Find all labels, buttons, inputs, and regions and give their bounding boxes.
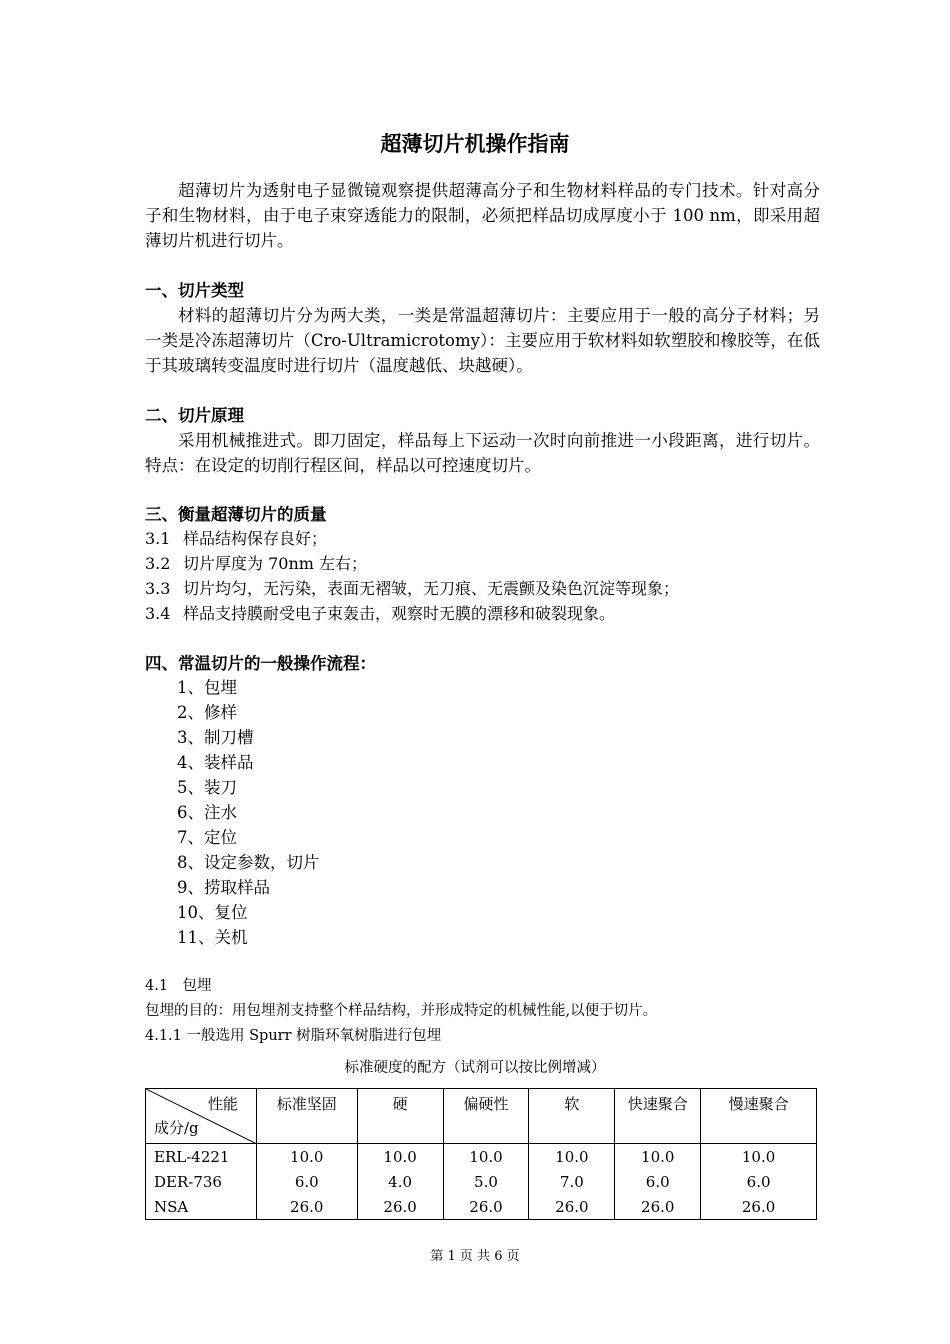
row-label: DER-736 (146, 1169, 257, 1194)
table-cell: 26.0 (443, 1194, 529, 1220)
section-1-body: 材料的超薄切片分为两大类，一类是常温超薄切片：主要应用于一般的高分子材料；另一类是冷冻超薄切片（Cro-Ultramicrotomy）：主要应用于软材料如软塑胶和橡胶等，在低于其玻璃转变温度时进行切片（温度越低、块越硬）。 (145, 306, 820, 375)
column-header: 偏硬性 (443, 1089, 529, 1144)
document-title: 超薄切片机操作指南 (380, 132, 570, 156)
item-text: 样品结构保存良好； (183, 529, 328, 548)
step-item: 6、注水 (177, 803, 237, 822)
item-number: 3.2 (145, 554, 171, 573)
list-item (145, 576, 679, 601)
step-item: 7、定位 (177, 828, 237, 847)
step-item: 4、装样品 (177, 753, 254, 772)
subsection-4-1-heading: 4.1 包埋 (145, 978, 212, 994)
table-cell: 7.0 (529, 1169, 615, 1194)
row-label: ERL-4221 (146, 1144, 257, 1170)
embedding-purpose: 包埋的目的：用包埋剂支持整个样品结构，并形成特定的机械性能,以便于切片。 (145, 1003, 658, 1019)
table-cell: 26.0 (615, 1194, 701, 1220)
column-header: 标准坚固 (256, 1089, 357, 1144)
table-row (146, 1194, 817, 1220)
table-cell: 5.0 (443, 1169, 529, 1194)
row-label: NSA (146, 1194, 257, 1220)
step-item: 3、制刀槽 (177, 728, 254, 747)
table-cell: 26.0 (256, 1194, 357, 1220)
list-item (145, 601, 679, 626)
step-item: 1、包埋 (177, 678, 237, 697)
item-text: 样品支持膜耐受电子束轰击，观察时无膜的漂移和破裂现象。 (183, 604, 616, 623)
section-3-heading: 三、衡量超薄切片的质量 (145, 505, 327, 524)
step-item: 5、装刀 (177, 778, 237, 797)
column-header: 软 (529, 1089, 615, 1144)
step-item: 9、捞取样品 (177, 878, 270, 897)
table-row (146, 1144, 817, 1170)
quality-list (145, 526, 679, 626)
corner-header-cell (146, 1089, 257, 1144)
table-cell: 6.0 (615, 1169, 701, 1194)
item-number: 3.3 (145, 579, 171, 598)
table-cell: 26.0 (701, 1194, 817, 1220)
table-cell: 10.0 (529, 1144, 615, 1170)
table-caption: 标准硬度的配方（试剂可以按比例增减） (344, 1060, 606, 1076)
step-item: 8、设定参数，切片 (177, 853, 320, 872)
list-item (145, 526, 679, 551)
table-header-row (146, 1089, 817, 1144)
column-header: 硬 (357, 1089, 443, 1144)
section-4-heading: 四、常温切片的一般操作流程： (145, 654, 376, 673)
list-item (145, 551, 679, 576)
intro-paragraph: 超薄切片为透射电子显微镜观察提供超薄高分子和生物材料样品的专门技术。针对高分子和生物材料，由于电子束穿透能力的限制，必须把样品切成厚度小于 100 nm，即采用超薄切片机进行切片。 (145, 181, 820, 250)
table-cell: 26.0 (529, 1194, 615, 1220)
step-item: 10、复位 (177, 903, 248, 922)
section-2-body: 采用机械推进式。即刀固定，样品每上下运动一次时向前推进一小段距离，进行切片。特点：在设定的切削行程区间，样品以可控速度切片。 (145, 431, 820, 475)
table-cell: 6.0 (256, 1169, 357, 1194)
section-1-heading: 一、切片类型 (145, 281, 244, 300)
step-item: 11、关机 (177, 928, 248, 947)
corner-bottom-label: 成分/g (154, 1119, 199, 1137)
subsection-4-1-1: 4.1.1 一般选用 Spurr 树脂环氧树脂进行包埋 (145, 1028, 442, 1044)
table-row (146, 1169, 817, 1194)
table-cell: 10.0 (701, 1144, 817, 1170)
table-cell: 10.0 (615, 1144, 701, 1170)
table-cell: 10.0 (357, 1144, 443, 1170)
recipe-table (145, 1088, 817, 1220)
table-cell: 26.0 (357, 1194, 443, 1220)
item-number: 3.1 (145, 529, 171, 548)
section-2-heading: 二、切片原理 (145, 406, 244, 425)
item-number: 3.4 (145, 604, 171, 623)
item-text: 切片均匀，无污染，表面无褶皱，无刀痕、无震颤及染色沉淀等现象； (183, 579, 680, 598)
table-cell: 6.0 (701, 1169, 817, 1194)
table-cell: 10.0 (256, 1144, 357, 1170)
corner-top-label: 性能 (207, 1095, 238, 1113)
table-cell: 4.0 (357, 1169, 443, 1194)
item-text: 切片厚度为 70nm 左右； (183, 554, 368, 573)
table-cell: 10.0 (443, 1144, 529, 1170)
step-item: 2、修样 (177, 703, 237, 722)
column-header: 慢速聚合 (701, 1089, 817, 1144)
procedure-steps (177, 675, 320, 950)
column-header: 快速聚合 (615, 1089, 701, 1144)
page-footer: 第 1 页 共 6 页 (430, 1249, 520, 1264)
